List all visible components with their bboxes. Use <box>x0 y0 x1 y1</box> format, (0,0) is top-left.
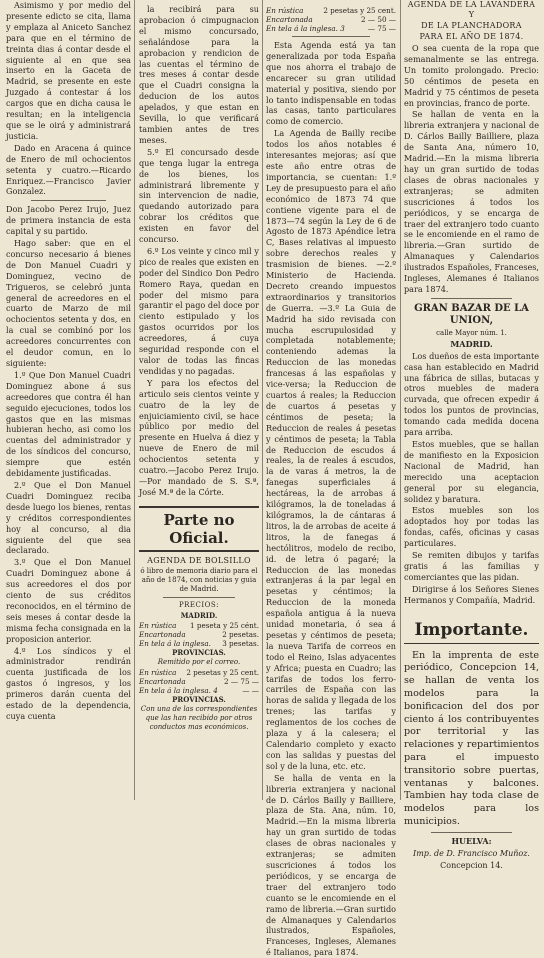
footer-street: Concepcion 14. <box>440 860 503 870</box>
footer-city: HUELVA: <box>451 835 492 846</box>
provincias-note: Con una de las correspondientes que las han recibido por otros conductos mas económicos. <box>140 704 258 731</box>
paragraph: O sea cuenta de la ropa que semanalmente se las entrega. Un tomito prolongado. Precio: 50 céntimos de peseta en Madrid y 75 céntimos de peseta en provincias, franco de porte. <box>404 43 539 108</box>
price-row <box>139 686 259 695</box>
price-item: Encartonada <box>139 676 186 686</box>
price-value: 2 pesetas y 25 cent. <box>323 6 396 15</box>
importante-text: En la imprenta de este periódico, Concepcion 14, se hallan de venta los modelos para la bonificacion del dos por ciento á los contribuyentes por territorial y las relaciones y repartimientos para el impuesto transitorio sobre puertas, ventanas y balcones. Tambien hay toda clase de modelos para los municipios. <box>404 649 539 827</box>
price-item: En tela á la inglesa. 4 <box>139 685 218 695</box>
judge-body: Hago saber: que en el concurso necesario á bienes de Don Manuel Cuadri y Dominguez, vecino de Trigueros, se celebró junta general de acreedores en el cuarto de Marzo de mil ochocientos setenta y dos, en la cual se combinó por los acreedores concurrentes con el deudor comun, en lo siguiente: <box>6 238 131 368</box>
price-value: 1 peseta y 25 cént. <box>190 620 259 630</box>
price-item: En tela á la inglesa. <box>139 638 211 648</box>
section-title: Parte no Oficial. <box>139 506 259 552</box>
column-rule <box>400 0 401 800</box>
provincias-label: PROVINCIAS. <box>172 694 226 704</box>
price-row <box>266 24 396 33</box>
paragraph: Estos muebles, que se hallan de manifiesto en la Exposicion Nacional de Madrid, han merecido una aceptacion general por su elegancia, solidez y baratura. <box>404 439 539 504</box>
list-item: 3.º Que el Don Manuel Cuadri Dominguez abone á sus acreedores el dos por ciento de sus créditos reconocidos, en el término de seis meses á contar desde la misma fecha consignada en la proposicion anterior. <box>6 557 131 644</box>
footer-imprint: Imp. de D. Francisco Muñoz. <box>413 848 530 858</box>
price-row <box>139 630 259 639</box>
price-row <box>139 677 259 686</box>
paragraph: Se halla de venta en la libreria extranjera y nacional de D. Cárlos Bailly y Bailliere, plaza de Sta. Ana, núm. 10, Madrid.—En la misma libreria hay un gran surtido de todas clases de obras nacionales y extranjeras; se admiten suscriciones á todos los periódicos, y se encarga de traer del extranjero todo cuanto se le encomiende en el ramo de libreria.—Gran surtido de Almanaques y Calendarios ilustrados, Españoles, Franceses, Ingleses, Alemanes é Italianos, para 1874. <box>266 772 396 958</box>
paragraph: Se remiten dibujos y tarifas gratis á las familias y comerciantes que las pidan. <box>404 550 539 582</box>
price-item: En rústica <box>139 667 177 677</box>
agenda-title: AGENDA DE BOLSILLO <box>147 555 251 565</box>
price-row <box>139 639 259 648</box>
edict-signature: Dado en Aracena á quince de Enero de mil ochocientos setenta y cuatro.—Ricardo Enriquez.—Francisco Javier Gonzalez. <box>6 142 131 197</box>
paragraph: 5.º El concursado desde que tenga lugar la entrega de los bienes, los administrará libremente y sin intervencion de nadie, quedando autorizado para cobrar los créditos que existen en favor del concurso. <box>139 146 259 245</box>
separator <box>163 597 235 598</box>
price-row <box>266 6 396 15</box>
price-row <box>266 15 396 24</box>
paragraph: 6.º Los veinte y cinco mil y pico de reales que existen en poder del Sindico Don Pedro Romero Raya, quedan en poder del mismo para garantir el pago del doce por ciento estipulado y los gastos ocurridos por los acreedores, á cuya seguridad responde con el valor de todas las fincas vendidas y no pagadas. <box>139 245 259 376</box>
price-value: 2 — 75 — <box>224 676 259 686</box>
column-rule <box>262 0 263 800</box>
price-value: 2 — 50 — <box>361 15 396 24</box>
agenda-year: PARA EL AÑO DE 1874. <box>419 32 524 41</box>
price-value: — 75 — <box>367 24 396 33</box>
paragraph: Dirigirse á los Señores Sienes Hermanos y Compañía, Madrid. <box>404 583 539 605</box>
separator <box>31 200 106 201</box>
price-value: 2 pesetas. <box>222 629 259 639</box>
price-item: Encartonada <box>139 629 186 639</box>
judge-intro: Don Jacobo Perez Irujo, Juez de primera instancia de esta capital y su partido. <box>6 204 131 237</box>
list-item: 4.º Los síndicos y el administrador rendirán cuenta justificada de los gastos ó ingresos, y los primeros darán cuenta del estado de la dependencia, cuya cuenta <box>6 645 131 721</box>
paragraph: la recibirá para su aprobacion ó cimpugnacion el mismo concursado, señalándose para la aprobacion y rendicion de las cuentas el término de tres meses á contar desde que el Cuadri consigna la deducion de los autos apelados, y que estan en Sevilla, lo que verificará tambien antes de tres meses. <box>139 4 259 145</box>
mail-note: Remitido por el correo. <box>157 657 241 666</box>
edict-paragraph: Asimismo y por medio del presente edicto se cita, llama y emplaza al Aniceto Sanchez para que en el término de treinta dias á contar desde el siguiente al en que sea inserto en la Gaceta de Madrid, se presente en este Juzgado á contestar á los cargos que en dicha causa le resultan; en la inteligencia que se le oirá y administrará justicia. <box>6 0 131 141</box>
paragraph: Se hallan de venta en la libreria extranjera y nacional de D. Cárlos Bailly Bailliere, plaza de Santa Ana, número 10, Madrid.—En la misma libreria hay un gran surtido de todas clases de obras nacionales y extranjeras; se admiten suscriciones á todos los periódicos, y se encarga de traer del extranjero todo cuanto se le encomiende en el ramo de libreria.—Gran surtido de Almanaques y Calendarios ilustrados Españoles, Franceses, Ingleses, Alemanes é Italianos para 1874. <box>404 109 539 294</box>
bazar-city: MADRID. <box>450 338 493 349</box>
list-item: 1.º Que Don Manuel Cuadri Dominguez abone á sus acreedores que contra él han seguido ejecuciones, todos los gastos que en las mismas hubieran hecho, asi como los cuentas del administrador y de los síndicos del concurso, siempre que estén debidamente justificadas. <box>6 369 131 479</box>
price-value: 3 pesetas. <box>222 638 259 648</box>
separator <box>292 36 370 37</box>
price-value: — — <box>242 685 259 695</box>
importante-title: Importante. <box>404 620 539 644</box>
price-row <box>139 668 259 677</box>
paragraph: Esta Agenda está ya tan generalizada por toda España que nos ahorra el trabajo de encarecer su gran utilidad material y positiva, siendo por lo tanto indispensable en todas las casas, tanto particulares como de comercio. <box>266 40 396 127</box>
paragraph: La Agenda de Bailly recibe todos los años notables é interesantes mejoras; así que este año entre otras de importancia, se cuentan: 1.º Ley de presupuesto para el año económico de 1873 74 que contiene vigente para el de 1873—74 según la Ley de 6 de Agosto de 1873 Apéndice letra C, Bases relativas al impuesto sobre derechos reales y trasmision de bienes. —2.º Ministerio de Hacienda. Decreto creando impuestos extraordinarios y transitorios de Guerra. —3.º La Guia de Madrid ha sido revisada con mucha escrupulosidad y completada notablemente; conteniendo ademas la Reduccion de las monedas francesas á las españolas y vice-versa; la Reduccion de cuartos á reales; la Reduccion de cuartos á pesetas y céntimos de peseta; la Reduccion de reales á pesetas y céntimos de peseta; la Tabla de Reduccion de escudos á reales, la de reales á escudos, la de varas á metros, la de fanegas superficiales á hectáreas, la de arrobas á kilógramos, la de toneladas á kilógramos, la de cántaras á litros, la de arrobas de aceite á litros, la de fanegas á hectólitros, modelo de recibo, id. de letra ó pagaré; la Reduccion de las monedas extranjeras á la par legal en pesetas y céntimos; la Reduccion de la moneda española antigua á la nueva unidad monetaria, ó sea á pesetas y céntimos de peseta; la nueva Tarifa de correos en todo el Reino, Islas adyacentes y Africa; puesta en Cuadro; las tarifas de todos los ferro-carriles de España con las horas de salida y llegada de los trenes; las tarifas y reglamentos de los coches de plaza y á la calesera; el Calendario completo y exacto con las salidas y puestas del sol y de la luna, etc. etc. <box>266 128 396 771</box>
madrid-label: MADRID. <box>180 610 218 620</box>
agenda-header: AGENDA DE LA LAVANDERA Y <box>407 0 536 19</box>
price-value: 2 pesetas y 25 cent. <box>186 667 259 677</box>
column-3 <box>266 0 396 958</box>
column-4 <box>404 0 539 870</box>
provincias-label: PROVINCIAS. <box>172 647 226 657</box>
price-item: En rústica <box>266 6 304 15</box>
prices-label: PRECIOS: <box>178 600 220 609</box>
bazar-address: calle Mayor núm. 1. <box>436 328 507 337</box>
column-1 <box>6 0 131 800</box>
column-2 <box>139 0 259 800</box>
paragraph: Los dueños de esta importante casa han establecido en Madrid una fábrica de sillas, butacas y otros muebles de madera curvada, que ofrecen expedir á todos los puntos de provincias, tomando cada medida docena para arriba. <box>404 350 539 438</box>
paragraph: Y para los efectos del articulo seis cientos veinte y cuatro de la ley de enjuiciamiento civil, se hace público por medio del presente en Huelva á diez y nueve de Enero de mil ochocientos setenta y cuatro.—Jacobo Perez Irujo.—Por mandado de S. S.ª, José M.ª de la Córte. <box>139 377 259 497</box>
column-rule <box>134 0 135 800</box>
price-item: Encartonada <box>266 15 313 24</box>
bazar-header: GRAN BAZAR DE LA UNION, <box>414 302 529 326</box>
separator <box>431 298 512 299</box>
paragraph: Estos muebles son los adoptados hoy por todas las fondas, cafés, oficinas y casas particulares. <box>404 505 539 549</box>
price-item: En tela á la inglesa. 3 <box>266 24 345 33</box>
price-row <box>139 621 259 630</box>
list-item: 2.º Que el Don Manuel Cuadri Dominguez reciba desde luego los bienes, rentas y créditos correspondientes hoy al concurso, al dia siguiente del que sea declarado. <box>6 479 131 556</box>
agenda-description: ó libro de memoria diario para el año de 1874, con noticias y guia de Madrid. <box>140 566 258 593</box>
agenda-subheader: DE LA PLANCHADORA <box>421 21 522 30</box>
price-item: En rústica <box>139 620 177 630</box>
separator <box>431 832 512 833</box>
